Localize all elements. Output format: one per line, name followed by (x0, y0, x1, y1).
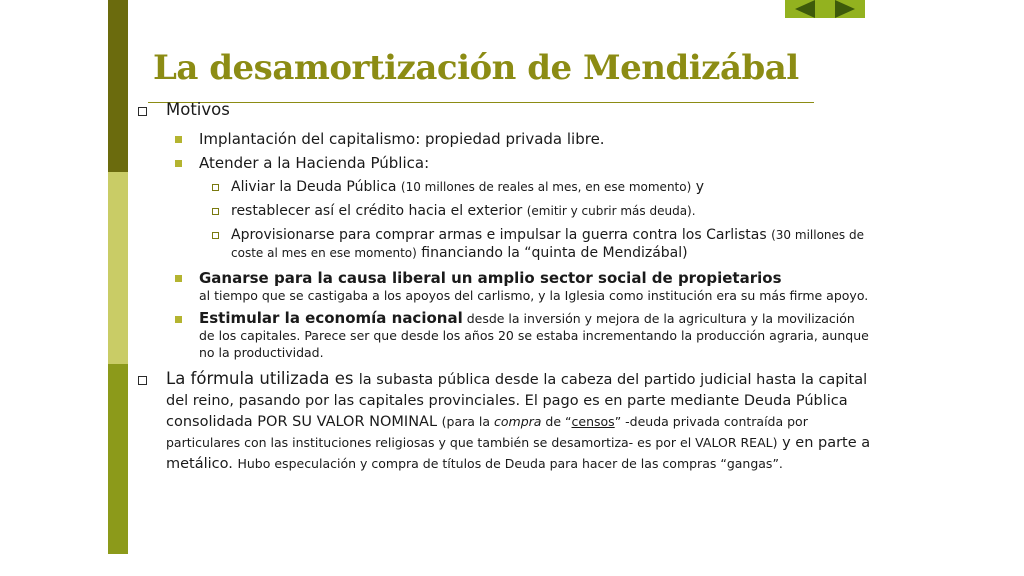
sub-bullet-deuda: Aliviar la Deuda Pública (10 millones de reales al mes, en ese momento) y (138, 178, 873, 196)
filled-square-bullet-icon (175, 275, 182, 282)
hollow-square-bullet-icon (212, 184, 219, 191)
square-bullet-icon (138, 107, 147, 116)
square-bullet-icon (138, 376, 147, 385)
side-bar-dark (108, 0, 128, 172)
bullet-hacienda: Atender a la Hacienda Pública: (138, 154, 873, 172)
arrow-right-icon (825, 0, 865, 18)
hollow-square-bullet-icon (212, 208, 219, 215)
sub-bullet-credito: restablecer así el crédito hacia el exterior (emitir y cubrir más deuda). (138, 202, 873, 220)
bullet-capitalismo: Implantación del capitalismo: propiedad privada libre. (138, 130, 873, 148)
next-slide-button[interactable] (825, 0, 865, 18)
bullet-motivos: Motivos (138, 100, 873, 120)
previous-slide-button[interactable] (785, 0, 825, 18)
censos-link[interactable]: censos (571, 414, 615, 429)
side-bar-light (108, 172, 128, 364)
filled-square-bullet-icon (175, 316, 182, 323)
bullet-formula: La fórmula utilizada es la subasta pública desde la cabeza del partido judicial hasta la capital del reino, pasando por las capitales provinciales. El pago es en parte mediante Deuda Pública consolidada POR SU VALOR NOMINAL (para la compra de “censos” -deuda privada contraída por particulares con las instituciones religiosas y que también se desamortiza- es por el VALOR REAL) y en parte a metálico. Hubo especulación y compra de títulos de Deuda para hacer de las compras “gangas”. (138, 369, 873, 474)
side-bar-mid (108, 364, 128, 554)
arrow-left-icon (785, 0, 825, 18)
bullet-economia: Estimular la economía nacional desde la inversión y mejora de la agricultura y la movilización de los capitales. Parece ser que desde los años 20 se estaba incrementando la producción agraria, aunque no la productividad. (138, 310, 873, 361)
slide-content (138, 100, 873, 474)
hollow-square-bullet-icon (212, 232, 219, 239)
slide-navigation (785, 0, 865, 18)
bullet-propietarios: Ganarse para la causa liberal un amplio sector social de propietarios al tiempo que se castigaba a los apoyos del carlismo, y la Iglesia como institución era su más firme apoyo. (138, 269, 873, 304)
sub-bullet-armas: Aprovisionarse para comprar armas e impulsar la guerra contra los Carlistas (30 millones de coste al mes en ese momento) financiando la “quinta de Mendizábal) (138, 226, 873, 262)
filled-square-bullet-icon (175, 136, 182, 143)
filled-square-bullet-icon (175, 160, 182, 167)
slide-title: La desamortización de Mendizábal (153, 48, 799, 88)
